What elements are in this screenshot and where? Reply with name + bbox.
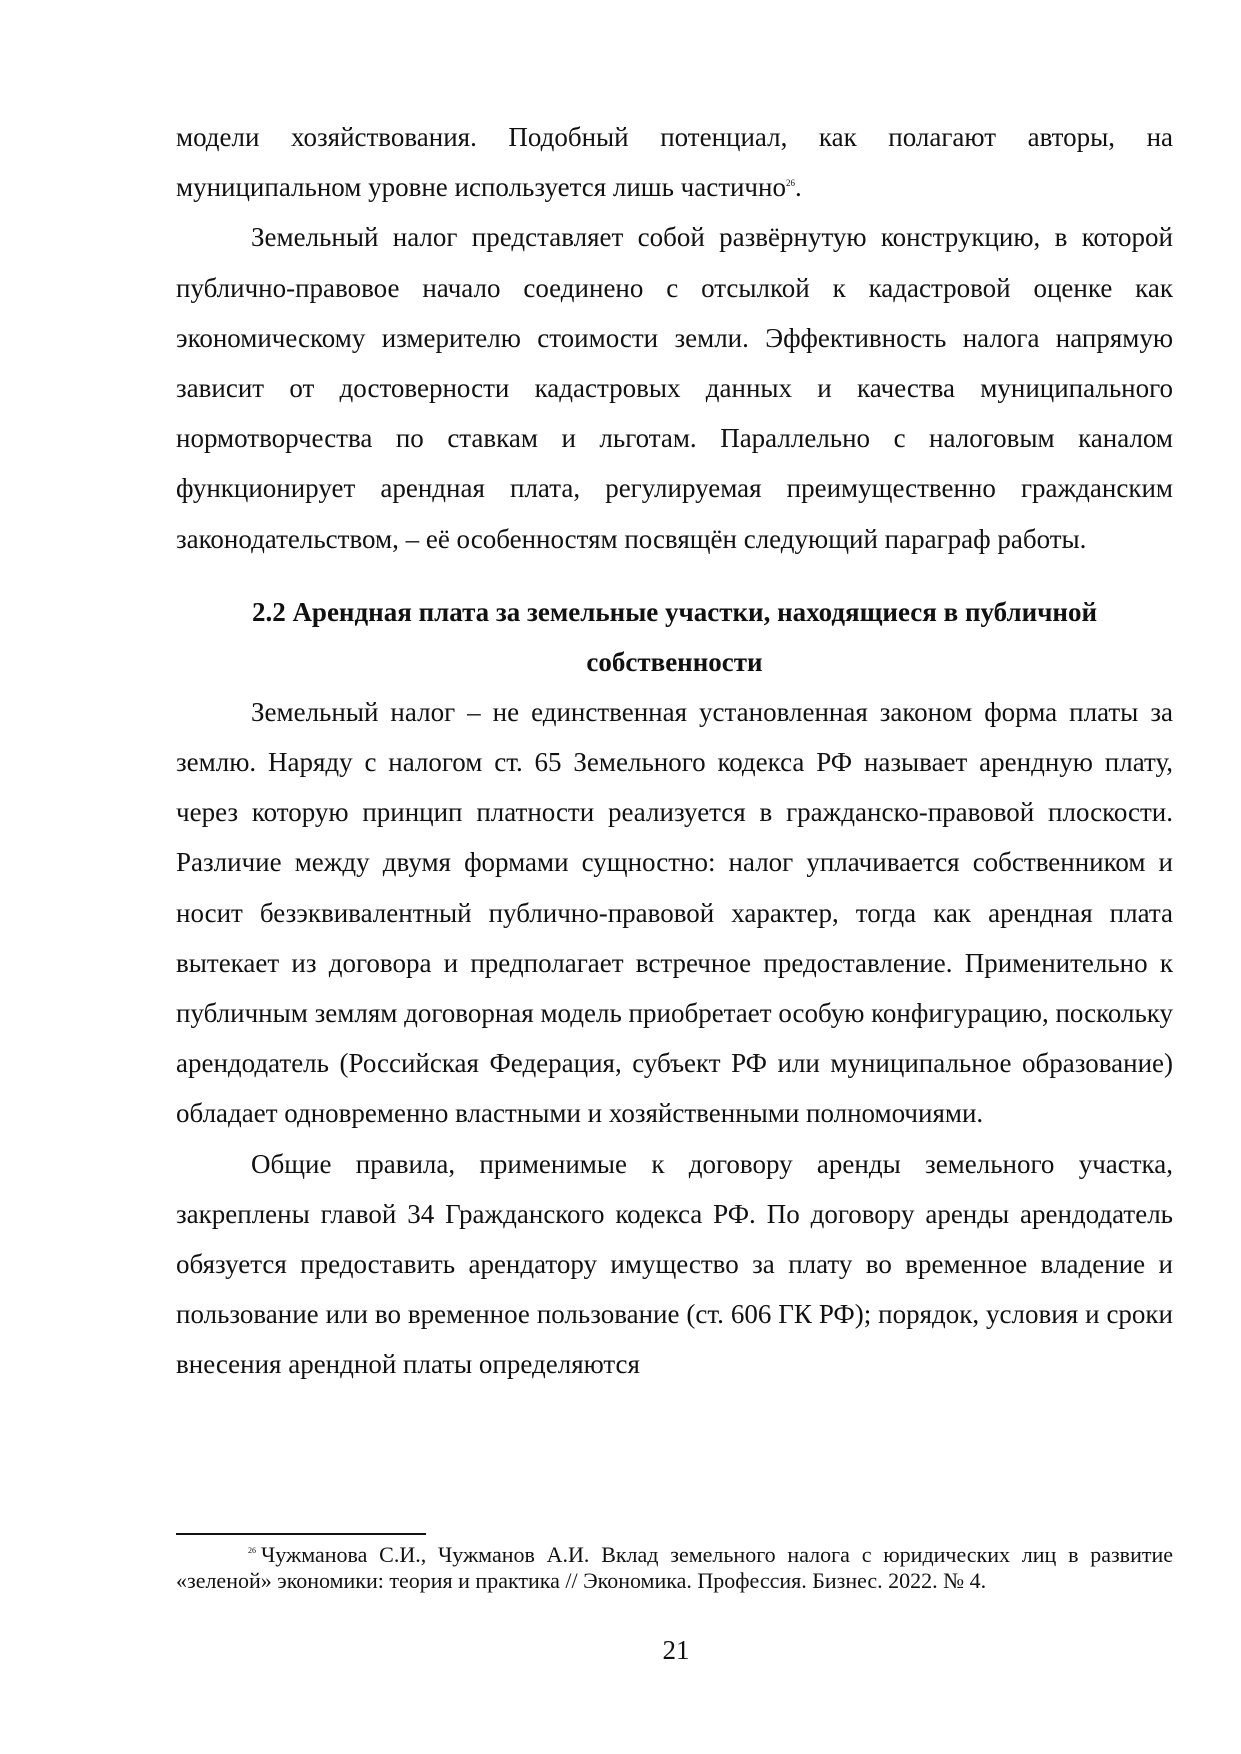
paragraph-lease-rules: Общие правила, применимые к договору аренды земельного участка, закреплены главой 34 Гражданского кодекса РФ. По договору аренды арендодатель обязуется предоставить арендатору имущество за плату во временное владение и пользование или во временное пользование (ст. 606 ГК РФ); порядок, условия и сроки внесения арендной платы определяются bbox=[176, 1148, 1173, 1380]
paragraph-continuation bbox=[176, 112, 1173, 212]
page-number: 21 bbox=[662, 1635, 690, 1665]
footnote bbox=[176, 1542, 1173, 1594]
footnote-number: 26 bbox=[248, 1546, 256, 1555]
paragraph-rent-intro: Земельный налог – не единственная установленная законом форма платы за землю. Наряду с налогом ст. 65 Земельного кодекса РФ называет арендную плату, через которую принцип платности реализуется в гражданско-правовой плоскости. Различие между двумя формами сущностно: налог уплачивается собственником и носит безэквивалентный публично-правовой характер, тогда как арендная плата вытекает из договора и предполагает встречное предоставление. Применительно к публичным землям договорная модель приобретает особую конфигурацию, поскольку арендодатель (Российская Федерация, субъект РФ или муниципальное образование) обладает одновременно властными и хозяйственными полномочиями. bbox=[176, 696, 1173, 1129]
page-body bbox=[176, 112, 1173, 1390]
footnote-text: Чужманова С.И., Чужманов А.И. Вклад земельного налога с юридических лиц в развитие «зеленой» экономики: теория и практика // Экономика. Профессия. Бизнес. 2022. № 4. bbox=[176, 1542, 1173, 1593]
paragraph-tail: . bbox=[794, 172, 802, 203]
paragraph-land-tax: Земельный налог представляет собой развёрнутую конструкцию, в которой публично-правовое начало соединено с отсылкой к кадастровой оценке как экономическому измерителю стоимости земли. Эффективность налога напрямую зависит от достоверности кадастровых данных и качества муниципального нормотворчества по ставкам и льготам. Параллельно с налоговым каналом функционирует арендная плата, регулируемая преимущественно гражданским законодательством, – её особенностям посвящён следующий параграф работы. bbox=[176, 222, 1173, 554]
paragraph-text: модели хозяйствования. Подобный потенциал, как полагают авторы, на муниципальном уровне используется лишь частично bbox=[176, 122, 1173, 203]
footnote-separator bbox=[176, 1533, 426, 1535]
section-heading: 2.2 Арендная плата за земельные участки, находящиеся в публичной собственности bbox=[251, 596, 1098, 677]
footnote-reference[interactable]: 26 bbox=[785, 178, 795, 189]
